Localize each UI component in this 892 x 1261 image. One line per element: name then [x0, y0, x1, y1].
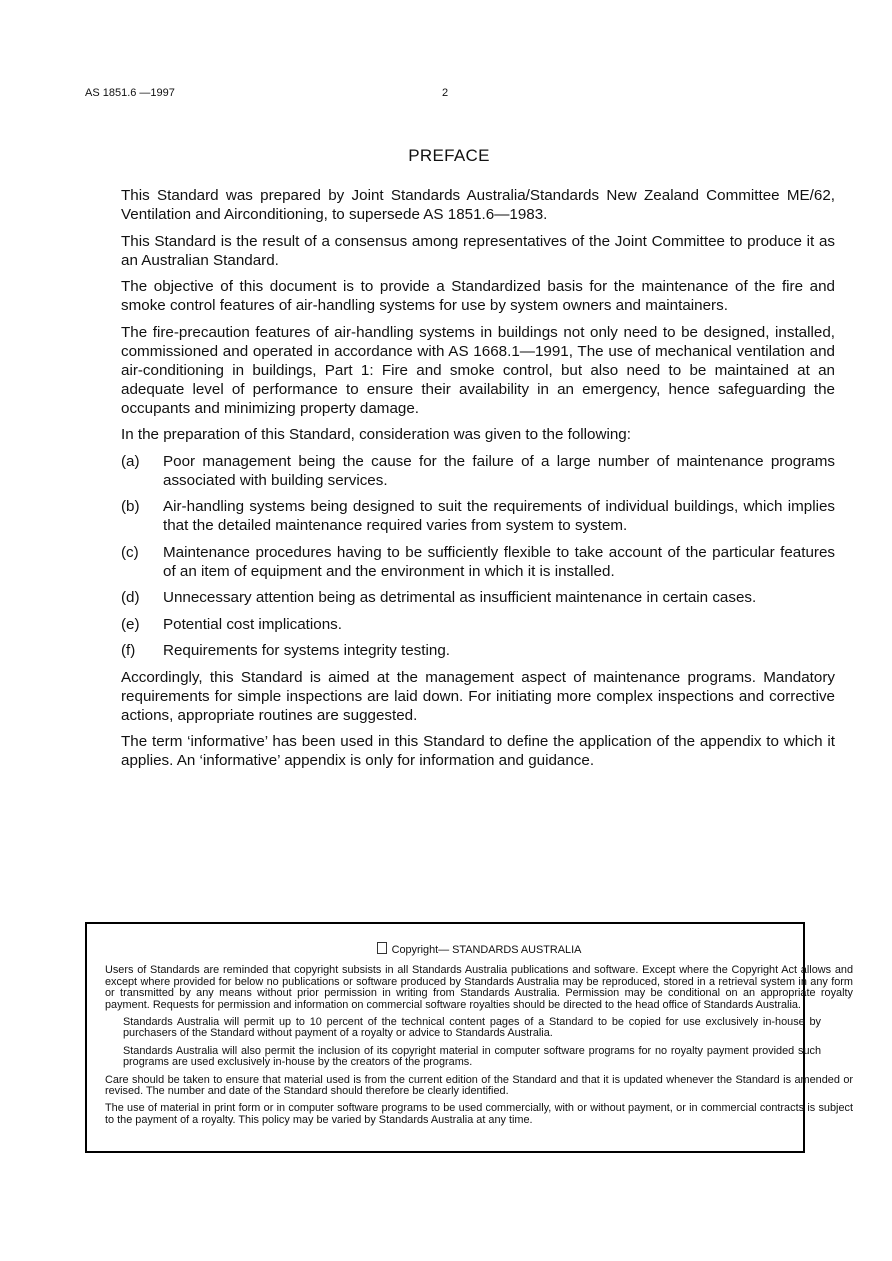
copyright-title [105, 942, 853, 956]
list-item-label: (a) [121, 452, 140, 470]
list-item-text: Poor management being the cause for the failure of a large number of maintenance programs associated with building services. [163, 452, 835, 489]
list-item-text: Potential cost implications. [163, 615, 342, 633]
page-title: PREFACE [408, 146, 490, 165]
list-item-label: (f) [121, 642, 136, 659]
list-item [121, 497, 835, 535]
list-item-label: (d) [121, 589, 140, 606]
document-id: AS 1851.6 —1997 [85, 87, 175, 99]
list-item-text: Unnecessary attention being as detrimental as insufficient maintenance in certain cases. [163, 589, 757, 606]
preface-paragraph: In the preparation of this Standard, consideration was given to the following: [121, 426, 631, 443]
list-item-text: Air-handling systems being designed to suit the requirements of individual buildings, which implies that the detailed maintenance required varies from system to system. [163, 498, 835, 534]
copyright-paragraph: Care should be taken to ensure that material used is from the current edition of the Standard and that it is updated whenever the Standard is amended or revised. The number and date of the Standard should therefore be clearly identified. [105, 1073, 853, 1098]
list-item-label: (b) [121, 498, 140, 515]
preface-paragraph: Accordingly, this Standard is aimed at the management aspect of maintenance programs. Mandatory requirements for simple inspections are laid down. For initiating more complex inspections and corrective actions, appropriate routines are suggested. [121, 668, 835, 724]
copyright-box [85, 922, 853, 1153]
copyright-title-text: Copyright— STANDARDS AUSTRALIA [391, 944, 582, 956]
list-item-label: (e) [121, 615, 140, 633]
copyright-paragraph: Users of Standards are reminded that copyright subsists in all Standards Australia publications and software. Except where the Copyright Act allows and except where provided for below no publications or software produced by Standards Australia may be reproduced, stored in a retrieval system in any form or transmitted by any means without prior permission in writing from Standards Australia. Permission may be conditional on an appropriate royalty payment. Requests for permission and information on commercial software royalties should be directed to the head office of Standards Australia. [105, 964, 853, 1011]
list-item-label: (c) [121, 543, 139, 561]
copyright-symbol-icon [377, 942, 387, 954]
list-item [121, 543, 835, 581]
list-item-text: Maintenance procedures having to be sufficiently flexible to take account of the particular features of an item of equipment and the environment in which it is installed. [163, 543, 835, 580]
list-item-text: Requirements for systems integrity testing. [163, 642, 450, 659]
preface-paragraph: The fire-precaution features of air-handling systems in buildings not only need to be designed, installed, commissioned and operated in accordance with AS 1668.1—1991, The use of mechanical ventilation and air-conditioning in buildings, Part 1: Fire and smoke control, but also need to be maintained at an adequate level of performance to ensure their availability in an emergency, hence safeguarding the occupants and minimizing property damage. [121, 323, 835, 417]
copyright-paragraph: Standards Australia will permit up to 10 percent of the technical content pages of a Standard to be copied for use exclusively in-house by purchasers of the Standard without payment of a royalty or advice to Standards Australia. [123, 1016, 821, 1040]
preface-paragraph: This Standard was prepared by Joint Standards Australia/Standards New Zealand Committee ME/62, Ventilation and Airconditioning, to supersede AS 1851.6—1983. [121, 187, 835, 223]
list-item [121, 588, 835, 607]
list-item [121, 615, 835, 634]
preface-body [121, 186, 835, 778]
page-number: 2 [442, 87, 449, 99]
copyright-paragraph: The use of material in print form or in computer software programs to be used commercially, with or without payment, or in commercial contracts is subject to the payment of a royalty. This policy may be varied by Standards Australia at any time. [105, 1102, 853, 1126]
preface-paragraph: This Standard is the result of a consensus among representatives of the Joint Committee to produce it as an Australian Standard. [121, 232, 835, 269]
preface-paragraph: The objective of this document is to provide a Standardized basis for the maintenance of the fire and smoke control features of air-handling systems for use by system owners and maintainers. [121, 278, 835, 314]
list-item [121, 641, 835, 660]
preface-paragraph: The term ‘informative’ has been used in this Standard to define the application of the appendix to which it applies. An ‘informative’ appendix is only for information and guidance. [121, 733, 835, 769]
list-item [121, 452, 835, 490]
copyright-paragraph: Standards Australia will also permit the inclusion of its copyright material in computer software programs for no royalty payment provided such programs are used exclusively in-house by the creators of the programs. [123, 1044, 821, 1069]
